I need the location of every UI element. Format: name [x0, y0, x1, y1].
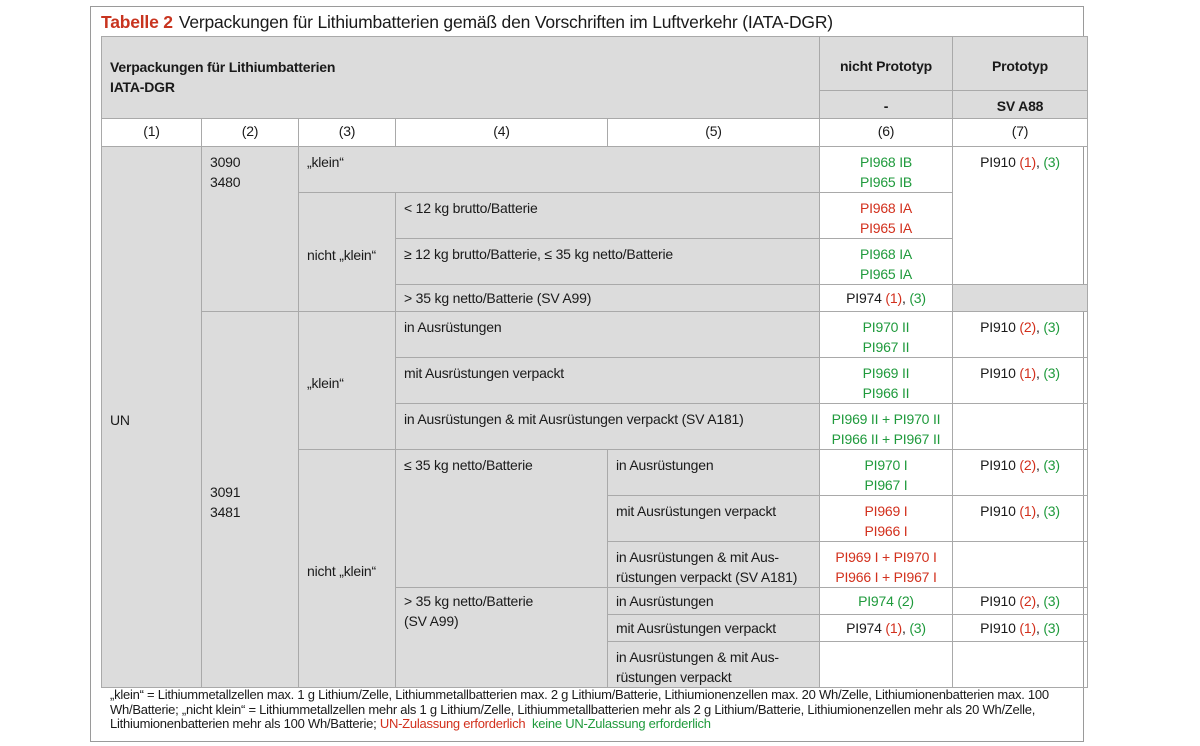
klein-cell: „klein“: [299, 147, 820, 193]
pi-value: PI910: [980, 154, 1020, 170]
criteria-line: (SV A99): [404, 613, 459, 629]
empty-cell: [953, 285, 1088, 312]
footnote-red-legend: UN-Zulassung erforderlich: [379, 716, 526, 731]
pi-cell: [820, 147, 953, 193]
klein-cell: „klein“: [299, 312, 396, 450]
note-ref-red: (2): [1019, 457, 1036, 473]
table-row: [102, 147, 1088, 193]
pi-value: PI910: [980, 365, 1020, 381]
header-row: [102, 37, 1088, 91]
pi-cell: [820, 496, 953, 542]
pi-value: PI910: [980, 593, 1020, 609]
note-ref-red: (1): [885, 290, 902, 306]
pi-cell: [820, 285, 953, 312]
empty-cell: [953, 404, 1088, 450]
pi-cell: [820, 312, 953, 358]
footnote-text: „klein“ = Lithiummetallzellen max. 1 g Lithium/Zelle, Lithiummetallbatterien max. 2 g Lithium/Batterie, Lithiumionenzellen max. 20 Wh/Zelle, Lithiumionenbatterien max. 100 Wh/Batterie; „nicht klein“ = Lithiummetallzellen mehr als 1 g Lithium/Zelle, Lithiummetallbatterien mehr als 2 g Lithium/Batterie, Lithiumionenzellen mehr als 20 Wh/Zelle, Lithiumionenbatterien mehr als 100 Wh/Batterie;: [110, 687, 1049, 731]
pi-cell: [820, 358, 953, 404]
nicht-klein-cell: nicht „klein“: [299, 450, 396, 688]
packaging-table: [101, 36, 1088, 688]
pi-value: PI969 II: [862, 365, 910, 381]
header-nicht-prototyp: nicht Prototyp: [820, 37, 953, 91]
pi-value: PI968 IA: [859, 246, 913, 262]
empty-cell: [953, 642, 1088, 688]
un-number-cell-a: [202, 147, 299, 312]
un-number-cell-b: [202, 312, 299, 688]
un-number: 3481: [210, 504, 241, 520]
criteria-cell: > 35 kg netto/Batterie (SV A99): [396, 285, 820, 312]
nicht-klein-cell: nicht „klein“: [299, 193, 396, 312]
pi-value: PI910: [980, 620, 1020, 636]
subcriteria-cell: in Ausrüstungen: [608, 450, 820, 496]
header-main-line1: Verpackungen für Lithiumbatterien: [110, 59, 336, 75]
footnote-green-legend: keine UN-Zulassung erforderlich: [532, 716, 711, 731]
header-main-line2: IATA-DGR: [110, 79, 175, 95]
un-cell: UN: [102, 147, 202, 688]
pi-value: PI967 II: [862, 339, 910, 355]
pi-value: PI969 I + PI970 I: [835, 549, 937, 565]
table-row: [102, 312, 1088, 358]
subcriteria-line: in Ausrüstungen & mit Aus-: [616, 549, 779, 565]
separator: ,: [1035, 154, 1044, 170]
subcriteria-cell: [608, 542, 820, 588]
subcriteria-cell: in Ausrüstungen: [608, 588, 820, 615]
subcriteria-line: rüstungen verpackt (SV A181): [616, 569, 798, 585]
separator: ,: [1035, 365, 1044, 381]
note-ref-green: (3): [1043, 503, 1060, 519]
note-ref-red: (1): [1019, 503, 1036, 519]
column-number: (7): [953, 119, 1088, 147]
pi-cell: [820, 450, 953, 496]
pi-value: PI965 IA: [859, 220, 913, 236]
pi-cell: [820, 193, 953, 239]
pi-value: PI968 IB: [859, 154, 913, 170]
pi-prototype-cell: [953, 496, 1088, 542]
column-number: (5): [608, 119, 820, 147]
pi-value: PI966 I + PI967 I: [835, 569, 937, 585]
criteria-cell: < 12 kg brutto/Batterie: [396, 193, 820, 239]
pi-value: PI965 IA: [859, 266, 913, 282]
note-ref-green: (3): [1043, 457, 1060, 473]
pi-value: PI970 II: [862, 319, 910, 335]
separator: ,: [1035, 620, 1044, 636]
column-number: (1): [102, 119, 202, 147]
note-ref-green: (3): [1043, 365, 1060, 381]
criteria-cell: in Ausrüstungen & mit Ausrüstungen verpackt (SV A181): [396, 404, 820, 450]
pi-prototype-cell: [953, 358, 1088, 404]
column-number: (6): [820, 119, 953, 147]
pi-value: PI967 I: [864, 477, 908, 493]
note-ref-green: (3): [1043, 593, 1060, 609]
pi-cell: [820, 615, 953, 642]
column-number: (4): [396, 119, 608, 147]
note-ref-green: (3): [1043, 319, 1060, 335]
criteria-cell: [396, 588, 608, 688]
pi-value: PI910: [980, 319, 1020, 335]
note-ref-red: (2): [1019, 319, 1036, 335]
pi-value: PI910: [980, 503, 1020, 519]
pi-cell: [820, 542, 953, 588]
note-ref-red: (1): [1019, 620, 1036, 636]
pi-value: PI968 IA: [859, 200, 913, 216]
subcriteria-line: in Ausrüstungen & mit Aus-: [616, 649, 779, 665]
pi-prototype-cell: [953, 588, 1088, 615]
separator: ,: [1035, 457, 1044, 473]
subcriteria-line: rüstungen verpackt: [616, 669, 732, 685]
table-footnote: [110, 688, 1070, 732]
criteria-cell: in Ausrüstungen: [396, 312, 820, 358]
criteria-cell: ≥ 12 kg brutto/Batterie, ≤ 35 kg netto/Batterie: [396, 239, 820, 285]
note-ref-red: (1): [885, 620, 902, 636]
criteria-line: > 35 kg netto/Batterie: [404, 593, 534, 609]
note-ref-red: (2): [1019, 593, 1036, 609]
header-prototyp: Prototyp: [953, 37, 1088, 91]
note-ref-red: (1): [1019, 154, 1036, 170]
pi-value: PI974: [846, 290, 886, 306]
note-ref-green: (3): [1043, 154, 1060, 170]
pi-value: PI970 I: [864, 457, 908, 473]
pi-value: PI969 I: [864, 503, 908, 519]
separator: ,: [901, 620, 910, 636]
subcriteria-cell: mit Ausrüstungen verpackt: [608, 615, 820, 642]
header-main-cell: [102, 37, 820, 119]
pi-prototype-cell: [953, 312, 1088, 358]
separator: ,: [1035, 319, 1044, 335]
pi-value: PI910: [980, 457, 1020, 473]
subcriteria-cell: [608, 642, 820, 688]
pi-value: PI966 II + PI967 II: [831, 431, 941, 447]
note-ref-green: (3): [909, 290, 926, 306]
pi-prototype-cell: [953, 147, 1088, 285]
column-number: (3): [299, 119, 396, 147]
empty-cell: [820, 642, 953, 688]
empty-cell: [953, 542, 1088, 588]
table-number-label: Tabelle 2: [101, 12, 173, 32]
un-number: 3091: [210, 484, 241, 500]
column-number: (2): [202, 119, 299, 147]
criteria-cell: mit Ausrüstungen verpackt: [396, 358, 820, 404]
pi-value: PI966 II: [862, 385, 910, 401]
subcriteria-cell: mit Ausrüstungen verpackt: [608, 496, 820, 542]
pi-value: PI969 II + PI970 II: [831, 411, 941, 427]
criteria-cell: ≤ 35 kg netto/Batterie: [396, 450, 608, 588]
pi-cell: [820, 239, 953, 285]
column-number-row: [102, 119, 1088, 147]
pi-cell: PI974 (2): [820, 588, 953, 615]
pi-prototype-cell: [953, 615, 1088, 642]
header-col6-sub: -: [820, 91, 953, 119]
note-ref-green: (3): [909, 620, 926, 636]
table-title: [101, 12, 833, 33]
pi-value: PI966 I: [864, 523, 908, 539]
pi-cell: [820, 404, 953, 450]
pi-value: PI965 IB: [859, 174, 913, 190]
table-caption: Verpackungen für Lithiumbatterien gemäß den Vorschriften im Luftverkehr (IATA-DGR): [178, 12, 833, 32]
un-number: 3090: [210, 154, 241, 170]
separator: ,: [901, 290, 910, 306]
header-col7-sub: SV A88: [953, 91, 1088, 119]
un-number: 3480: [210, 174, 241, 190]
pi-prototype-cell: [953, 450, 1088, 496]
note-ref-green: (3): [1043, 620, 1060, 636]
pi-value: PI974: [846, 620, 886, 636]
note-ref-red: (1): [1019, 365, 1036, 381]
separator: ,: [1035, 593, 1044, 609]
separator: ,: [1035, 503, 1044, 519]
